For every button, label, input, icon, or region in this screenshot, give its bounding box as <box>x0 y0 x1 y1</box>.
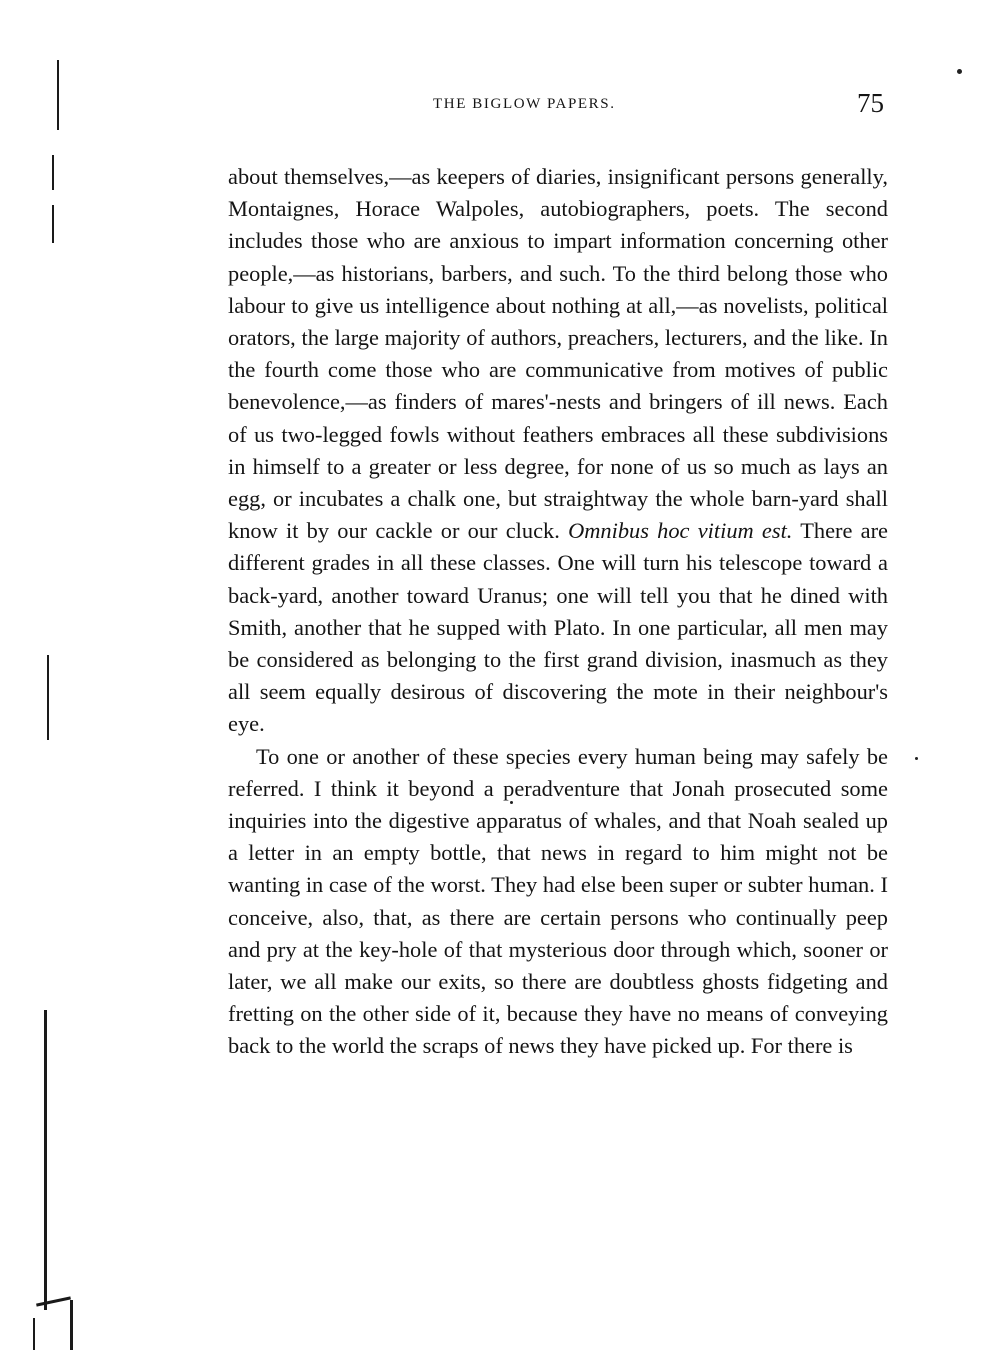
paragraph: To one or another of these species every human being may safely be referred. I think it beyond a peradventure that Jonah prosecuted some inquiries into the digestive apparatus of whales, and that Noah sealed up a letter in an empty bottle, that news in regard to him might not be wanting in case of the worst. They had else been super or subter human. I conceive, also, that, as there are certain persons who continually peep and pry at the key-hole of that mysterious door through which, sooner or later, we all make our exits, so there are doubtless ghosts fidgeting and fretting on the other side of it, because they have no means of conveying back to the world the scraps of news they have picked up. For there is <box>228 743 888 1059</box>
binding-edge-mark <box>52 155 54 190</box>
binding-edge-mark <box>57 60 59 130</box>
stray-mark <box>957 69 962 74</box>
page-header <box>228 90 888 124</box>
binding-edge-mark <box>44 1010 47 1310</box>
binding-edge-mark <box>47 655 49 740</box>
binding-edge-mark <box>36 1296 71 1306</box>
running-title: THE BIGLOW PAPERS. <box>433 96 616 112</box>
binding-edge-mark <box>70 1300 73 1350</box>
latin-quotation: Omnibus hoc vitium est. <box>568 518 793 544</box>
binding-edge-mark <box>52 205 54 243</box>
paragraph-text: There are different grades in all these classes. One will turn his telescope toward a back-yard, another toward Uranus; one will tell you that he dined with Smith, another that he supped with Plato. In one particular, all men may be considered as belonging to the first grand division, inasmuch as they all seem equally desirous of discovering the mote in their neighbour's eye. <box>228 518 888 737</box>
page-number: 75 <box>857 88 884 118</box>
binding-edge-mark <box>33 1318 35 1350</box>
body-text <box>228 161 888 1063</box>
paragraph <box>228 161 888 741</box>
paragraph-text: about themselves,—as keepers of diaries, insignificant persons generally, Montaignes, Horace Walpoles, autobiographers, poets. The second includes those who are anxious to impart information concerning other people,—as historians, barbers, and such. To the third belong those who labour to give us intelligence about nothing at all,—as novelists, political orators, the large majority of authors, preachers, lecturers, and the like. In the fourth come those who are communicative from motives of public benevolence,—as finders of mares'-nests and bringers of ill news. Each of us two-legged fowls without feathers embraces all these subdivisions in himself to a greater or less degree, for none of us so much as lays an egg, or incubates a chalk one, but straightway the whole barn-yard shall know it by our cackle or our cluck. <box>228 164 888 544</box>
stray-mark <box>915 757 918 760</box>
